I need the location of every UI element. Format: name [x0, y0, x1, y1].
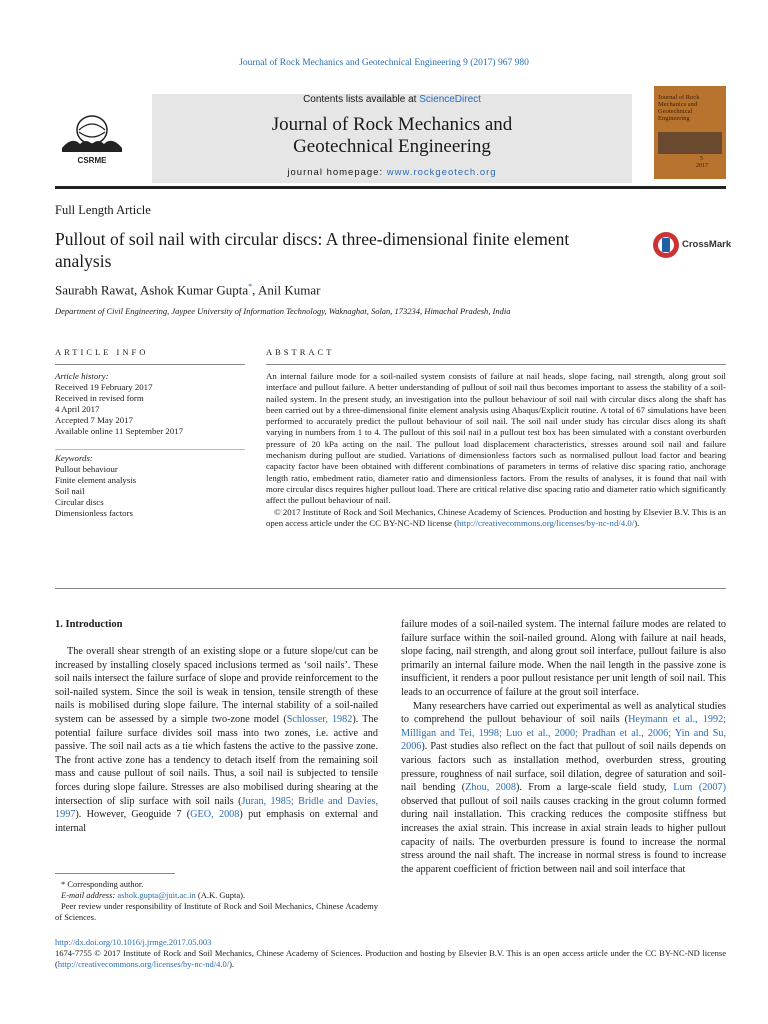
authors-part1: Saurabh Rawat, Ashok Kumar Gupta [55, 282, 249, 298]
text-run: observed that pullout of soil nails causes cracking in the grout column formed during nail installation. This cracking reduces the composite stiffness but increases the axial strain. This increase in axial strain leads to higher pullout capacity of nails. The overburden pressure is found to increase the normal stress around the nail shaft. The increase in normal stress is found to increase the apparent coefficient of friction between nail and soil interface that [401, 795, 726, 875]
intro-left-column [55, 645, 378, 835]
license-link-part1[interactable]: http://creativecommons.org/ [457, 517, 557, 528]
citation-link[interactable]: Juran, 1985; Bridle and Davies, 1997 [55, 795, 379, 821]
abstract-text: An internal failure mode for a soil-nailed system consists of failure at nail heads, slope facing, nail strength, along grout soil interface and pullout failure. A better understanding of pullout of soil nail thus becomes important to assess the stability of a soil-nailed system. In the present study, an investigation into the pullout behaviour of soil nail with circular discs along the shaft has been carried out by a three-dimensional finite element analysis using Abaqus/Explicit routine. A total of 67 simulations have been performed to accurately predict the pullout behaviour of soil nail. The soil nail under study has circular discs along its shaft varying in numbers from 1 to 4. The pullout of this soil nail in a pullout test box has been simulated with a constant overburden pressure of 20 kPa acting on the nail. The pullout load displacement characteristics, stresses around soil nail and failure mechanism during pullout are studied. Variations of dimensionless factors such as normalised pullout load factor and bearing capacity factor have been obtained with different combinations of parameters in terms of relative disc spacing ratio, anchorage length ratio, embedment ratio, diameter ratio and dimensionless factors. From the results of analyses, it is found that nail with more circular discs requires higher pullout load. There are critical relative disc spacing ratio and diameter ratio which significantly affect the pullout behaviour of nail. [266, 371, 726, 506]
intro-paragraph-2 [401, 700, 726, 877]
issn-text: 1674-7755 © 2017 Institute of Rock and Soil Mechanics, Chinese Academy of Sciences. Production and hosting by Elsevier B.V. This is an open access article under the CC BY-NC-ND license ( [55, 948, 726, 969]
article-info [55, 371, 245, 437]
history-item: Available online 11 September 2017 [55, 426, 184, 436]
issn-close: ). [229, 959, 235, 969]
issn-line [55, 948, 726, 970]
doi-link[interactable]: http://dx.doi.org/10.1016/j.jrmge.2017.05.003 [55, 937, 212, 947]
keyword-item: Finite element analysis [55, 475, 137, 485]
keyword-item: Soil nail [55, 486, 85, 496]
peer-review-note: Peer review under responsibility of Institute of Rock and Soil Mechanics, Chinese Academy of Sciences. [55, 901, 378, 922]
abstract-rule-top [266, 364, 726, 365]
text-run: ). Past studies also reflect on the fact that pullout of soil nails depends on various factors such as installation method, overburden stress, grouting pressure, roughness of nail surface, soil dilation, degree of saturation and soil-nail bending ( [401, 741, 726, 794]
contents-prefix: Contents lists available at [303, 94, 420, 105]
doi-line [55, 937, 211, 948]
citation-link[interactable]: Lum (2007) [673, 782, 726, 794]
journal-homepage [152, 167, 632, 178]
footnotes [55, 879, 378, 923]
logo-text: CSRME [77, 156, 107, 165]
journal-title-line1: Journal of Rock Mechanics and [271, 114, 513, 135]
issn-license-link[interactable]: http://creativecommons.org/licenses/by-nc-nd/4.0/ [57, 959, 230, 969]
corresponding-note: * Corresponding author. [61, 879, 144, 889]
info-rule-top [55, 364, 245, 365]
citation-link[interactable]: Heymann et al., 1992; Milligan and Tei, 1998; Luo et al., 2000; Pradhan et al., 2006; Yin and Su, 2006 [401, 714, 727, 753]
keyword-item: Circular discs [55, 497, 104, 507]
history-label: Article history: [55, 371, 109, 381]
email-label: E-mail address: [61, 890, 118, 900]
corresponding-mark[interactable]: * [248, 282, 253, 291]
header-rule [55, 186, 726, 189]
citation-link[interactable]: Zhou, 2008 [465, 782, 516, 794]
cover-title: Journal of Rock Mechanics and Geotechnical Engineering [658, 94, 700, 122]
homepage-link[interactable]: www.rockgeotech.org [386, 167, 497, 178]
copyright-text: © 2017 Institute of Rock and Soil Mechanics, Chinese Academy of Sciences. Production and hosting by Elsevier B.V. This is an open access article under the CC BY-NC-ND license ( [266, 506, 727, 528]
authors-part2: , Anil Kumar [252, 282, 321, 298]
email-note [55, 890, 378, 901]
abstract-copyright [266, 507, 726, 530]
text-run: ). The potential failure surface divides soil mass into two zones, i.e. active and passive. The soil nail acts as a tie which fastens the active to the passive zone. The front active zone has a tendency to detach itself from the remaining soil mass and cause pullout of soil nails. Thus, a soil nail is subjected to tensile forces during slope failure. Stresses are also mobilised during shearing at the intersection of slip surface with soil nails ( [55, 713, 378, 807]
email-link[interactable]: ashok.gupta@juit.ac.in [117, 890, 196, 900]
text-run: Many researchers have carried out experimental as well as analytical studies to comprehend the pullout behaviour of soil nails ( [401, 700, 726, 726]
journal-title [152, 114, 632, 158]
text-run: ) put emphasis on external and internal [55, 809, 378, 834]
license-link-part2[interactable]: licenses/by-nc-nd/4.0/ [556, 517, 635, 528]
article-title: Pullout of soil nail with circular discs: A three-dimensional finite element analysis [55, 229, 570, 271]
abstract-rule-bottom [55, 588, 726, 589]
intro-paragraph-continued: failure modes of a soil-nailed system. The internal failure modes are related to failure surface within the soil-nailed ground. Along with failure at nail heads, slope facing, nail strength, and along grout soil interface, pullout failure is also primarily an internal failure mode. When the nail length in the passive zone is insufficient, it renders a poor pullout resistance per unit length of soil nail. This leads to an occurrence of failure at the grout soil interface. [401, 619, 726, 698]
keyword-item: Dimensionless factors [55, 508, 133, 518]
sciencedirect-link[interactable]: ScienceDirect [419, 94, 481, 105]
section-heading-introduction: 1. Introduction [55, 619, 123, 630]
keywords [55, 453, 245, 519]
text-run: ). However, Geoguide 7 ( [75, 809, 191, 821]
footnote-rule [55, 873, 175, 874]
intro-paragraph-1 [55, 645, 378, 835]
journal-title-line2: Geotechnical Engineering [293, 136, 491, 157]
history-item: 4 April 2017 [55, 404, 100, 414]
history-item: Received 19 February 2017 [55, 382, 153, 392]
article-info-heading: ARTICLE INFO [55, 347, 149, 357]
abstract-heading: ABSTRACT [266, 347, 335, 357]
crossmark-label: CrossMark [682, 239, 732, 250]
citation-link[interactable]: GEO, 2008 [190, 809, 240, 821]
contents-line [152, 94, 632, 105]
crossmark-badge[interactable] [652, 229, 732, 261]
email-suffix: (A.K. Gupta). [195, 890, 246, 900]
article-type: Full Length Article [55, 203, 151, 217]
journal-reference[interactable]: Journal of Rock Mechanics and Geotechnical Engineering 9 (2017) 967 980 [239, 58, 529, 68]
license-close: ). [634, 517, 640, 528]
text-run: The overall shear strength of an existing slope or a future slope/cut can be increased by installing closely spaced inclusions termed as ‘soil nails’. These soil nails intersect the failure surface of slope and provide reinforcement to the soil-nailed system. Since the soil is weak in tension, tensile strength of these nails is mobilised during slope failure. The internal stability of a soil-nailed system can be assessed by a simple two-zone model ( [55, 646, 378, 725]
text-run: ). From a large-scale field study, [515, 782, 674, 794]
csrme-logo [52, 108, 132, 168]
cover-issue: 5 [700, 156, 703, 162]
intro-right-column [401, 618, 726, 876]
keywords-label: Keywords: [55, 453, 93, 463]
homepage-prefix: journal homepage: [287, 167, 387, 178]
citation-link[interactable]: Schlosser, 1982 [286, 713, 353, 725]
info-divider [55, 449, 245, 450]
keyword-item: Pullout behaviour [55, 464, 118, 474]
cover-year: 2017 [696, 163, 708, 169]
abstract-body [266, 371, 726, 529]
affiliation: Department of Civil Engineering, Jaypee University of Information Technology, Waknaghat, Solan, 173234, Himachal Pradesh, India [55, 306, 511, 316]
authors [55, 282, 320, 298]
history-item: Received in revised form [55, 393, 144, 403]
history-item: Accepted 7 May 2017 [55, 415, 133, 425]
cover-image [658, 132, 722, 154]
